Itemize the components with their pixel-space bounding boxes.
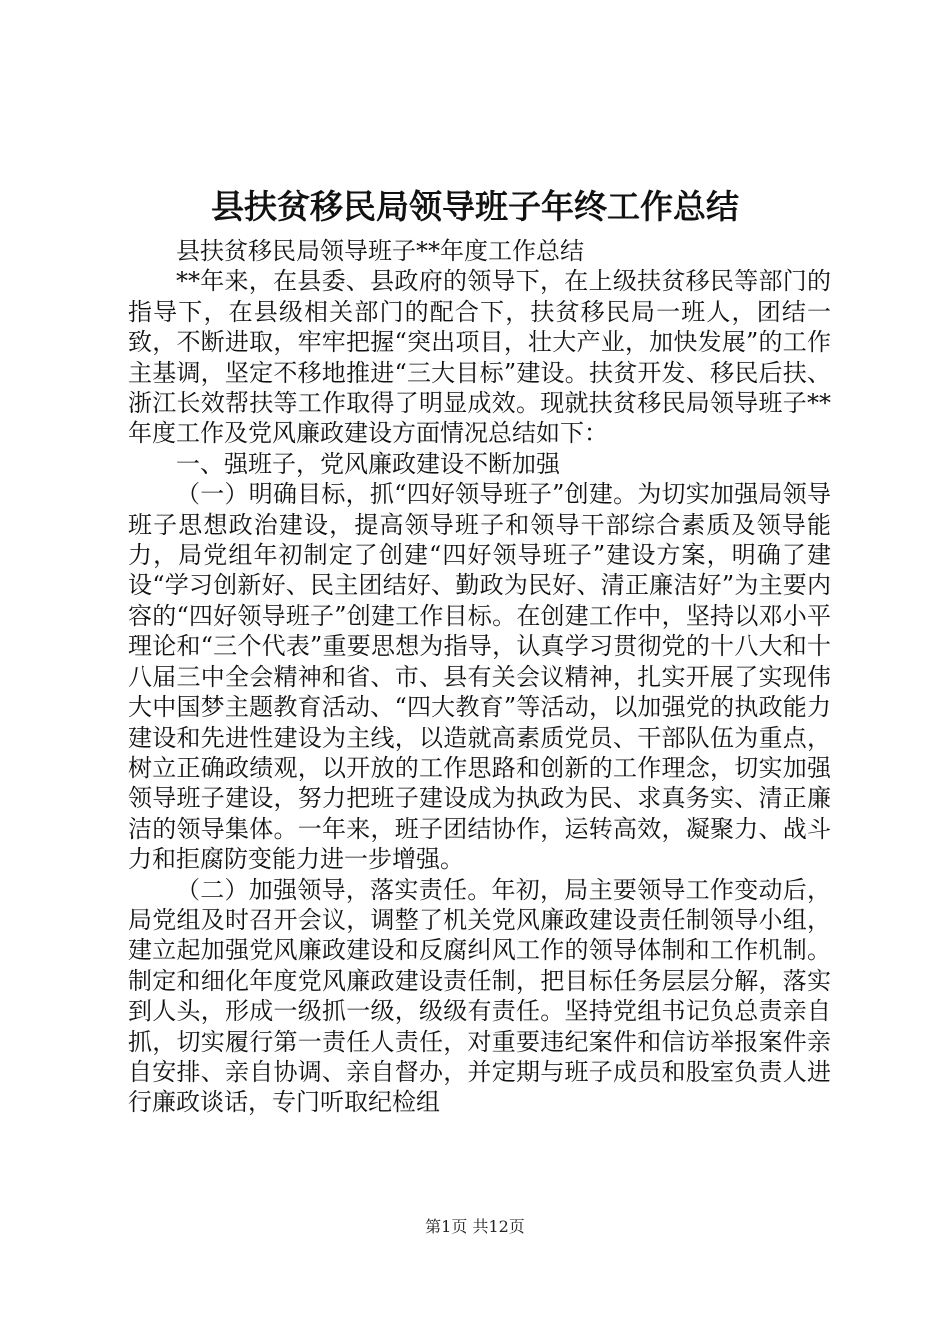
page-footer: 第1页 共12页 — [425, 1217, 525, 1236]
document-title: 县扶贫移民局领导班子年终工作总结 — [211, 187, 739, 226]
body-paragraph: （二）加强领导，落实责任。年初，局主要领导工作变动后，局党组及时召开会议，调整了机关党风廉政建设责任制领导小组，建立起加强党风廉政建设和反腐纠风工作的领导体制和工作机制。制定和细化年度党风廉政建设责任制，把目标任务层层分解，落实到人头，形成一级抓一级，级级有责任。坚持党组书记负总责亲自抓，切实履行第一责任人责任，对重要违纪案件和信访举报案件亲自安排、亲自协调、亲自督办，并定期与班子成员和股室负责人进行廉政谈话，专门听取纪检组 — [128, 875, 831, 1117]
subtitle-paragraph: 县扶贫移民局领导班子**年度工作总结 — [176, 237, 584, 265]
document-body — [128, 236, 831, 1118]
intro-paragraph: **年来，在县委、县政府的领导下，在上级扶贫移民等部门的指导下，在县级相关部门的配合下，扶贫移民局一班人，团结一致，不断进取，牢牢把握“突出项目，壮大产业，加快发展”的工作主基调，坚定不移地推进“三大目标”建设。扶贫开发、移民后扶、浙江长效帮扶等工作取得了明显成效。现就扶贫移民局领导班子**年度工作及党风廉政建设方面情况总结如下： — [128, 267, 831, 448]
body-paragraph: （一）明确目标，抓“四好领导班子”创建。为切实加强局领导班子思想政治建设，提高领导班子和领导干部综合素质及领导能力，局党组年初制定了创建“四好领导班子”建设方案，明确了建设“学习创新好、民主团结好、勤政为民好、清正廉洁好”为主要内容的“四好领导班子”创建工作目标。在创建工作中，坚持以邓小平理论和“三个代表”重要思想为指导，认真学习贯彻党的十八大和十八届三中全会精神和省、市、县有关会议精神，扎实开展了实现伟大中国梦主题教育活动、“四大教育”等活动，以加强党的执政能力建设和先进性建设为主线，以造就高素质党员、干部队伍为重点，树立正确政绩观，以开放的工作思路和创新的工作理念，切实加强领导班子建设，努力把班子建设成为执政为民、求真务实、清正廉洁的领导集体。一年来，班子团结协作，运转高效，凝聚力、战斗力和拒腐防变能力进一步增强。 — [128, 480, 831, 874]
section-heading: 一、强班子，党风廉政建设不断加强 — [176, 449, 560, 478]
